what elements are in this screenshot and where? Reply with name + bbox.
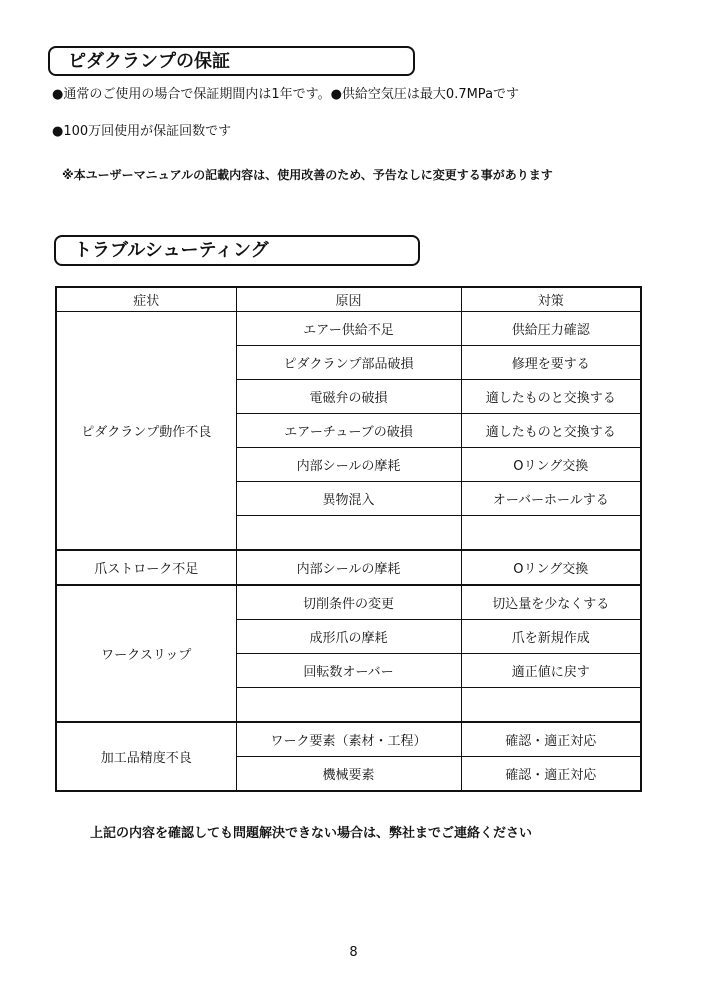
symptom-cell: 加工品精度不良: [56, 722, 236, 791]
manual-change-note: ※本ユーザーマニュアルの記載内容は、使用改善のため、予告なしに変更する事があります: [62, 168, 553, 182]
cause-cell: 機械要素: [236, 757, 461, 792]
troubleshooting-heading: トラブルシューティング: [54, 235, 420, 266]
symptom-cell: ワークスリップ: [56, 585, 236, 722]
remedy-cell: 確認・適正対応: [461, 757, 641, 792]
cause-cell: 電磁弁の破損: [236, 380, 461, 414]
symptom-cell: ピダクランプ動作不良: [56, 312, 236, 551]
table-row: [56, 722, 641, 757]
cause-cell: 内部シールの摩耗: [236, 550, 461, 585]
table-row: [56, 312, 641, 346]
header-cause: 原因: [236, 287, 461, 312]
warranty-heading: ピダクランプの保証: [48, 46, 415, 76]
cause-cell: [236, 516, 461, 551]
warranty-line-2: ●100万回使用が保証回数です: [52, 124, 232, 139]
symptom-cell: 爪ストローク不足: [56, 550, 236, 585]
remedy-cell: 適したものと交換する: [461, 380, 641, 414]
table-row: [56, 550, 641, 585]
remedy-cell: [461, 688, 641, 723]
cause-cell: 切削条件の変更: [236, 585, 461, 620]
remedy-cell: Oリング交換: [461, 448, 641, 482]
remedy-cell: オーバーホールする: [461, 482, 641, 516]
remedy-cell: [461, 516, 641, 551]
header-symptom: 症状: [56, 287, 236, 312]
remedy-cell: 適したものと交換する: [461, 414, 641, 448]
cause-cell: 成形爪の摩耗: [236, 620, 461, 654]
remedy-cell: 切込量を少なくする: [461, 585, 641, 620]
remedy-cell: 確認・適正対応: [461, 722, 641, 757]
cause-cell: エアー供給不足: [236, 312, 461, 346]
header-remedy: 対策: [461, 287, 641, 312]
table-row: [56, 585, 641, 620]
page-number: 8: [349, 945, 358, 960]
cause-cell: 回転数オーバー: [236, 654, 461, 688]
remedy-cell: Oリング交換: [461, 550, 641, 585]
troubleshooting-table: [55, 286, 642, 792]
remedy-cell: 修理を要する: [461, 346, 641, 380]
cause-cell: ワーク要素（素材・工程）: [236, 722, 461, 757]
cause-cell: 異物混入: [236, 482, 461, 516]
cause-cell: ピダクランプ部品破損: [236, 346, 461, 380]
cause-cell: エアーチューブの破損: [236, 414, 461, 448]
warranty-line-1: ●通常のご使用の場合で保証期間内は1年です。●供給空気圧は最大0.7MPaです: [52, 87, 520, 102]
table-body: [56, 312, 641, 792]
remedy-cell: 爪を新規作成: [461, 620, 641, 654]
cause-cell: 内部シールの摩耗: [236, 448, 461, 482]
table-header-row: [56, 287, 641, 312]
remedy-cell: 適正値に戻す: [461, 654, 641, 688]
remedy-cell: 供給圧力確認: [461, 312, 641, 346]
footer-contact-note: 上記の内容を確認しても問題解決できない場合は、弊社までご連絡ください: [90, 826, 533, 841]
cause-cell: [236, 688, 461, 723]
